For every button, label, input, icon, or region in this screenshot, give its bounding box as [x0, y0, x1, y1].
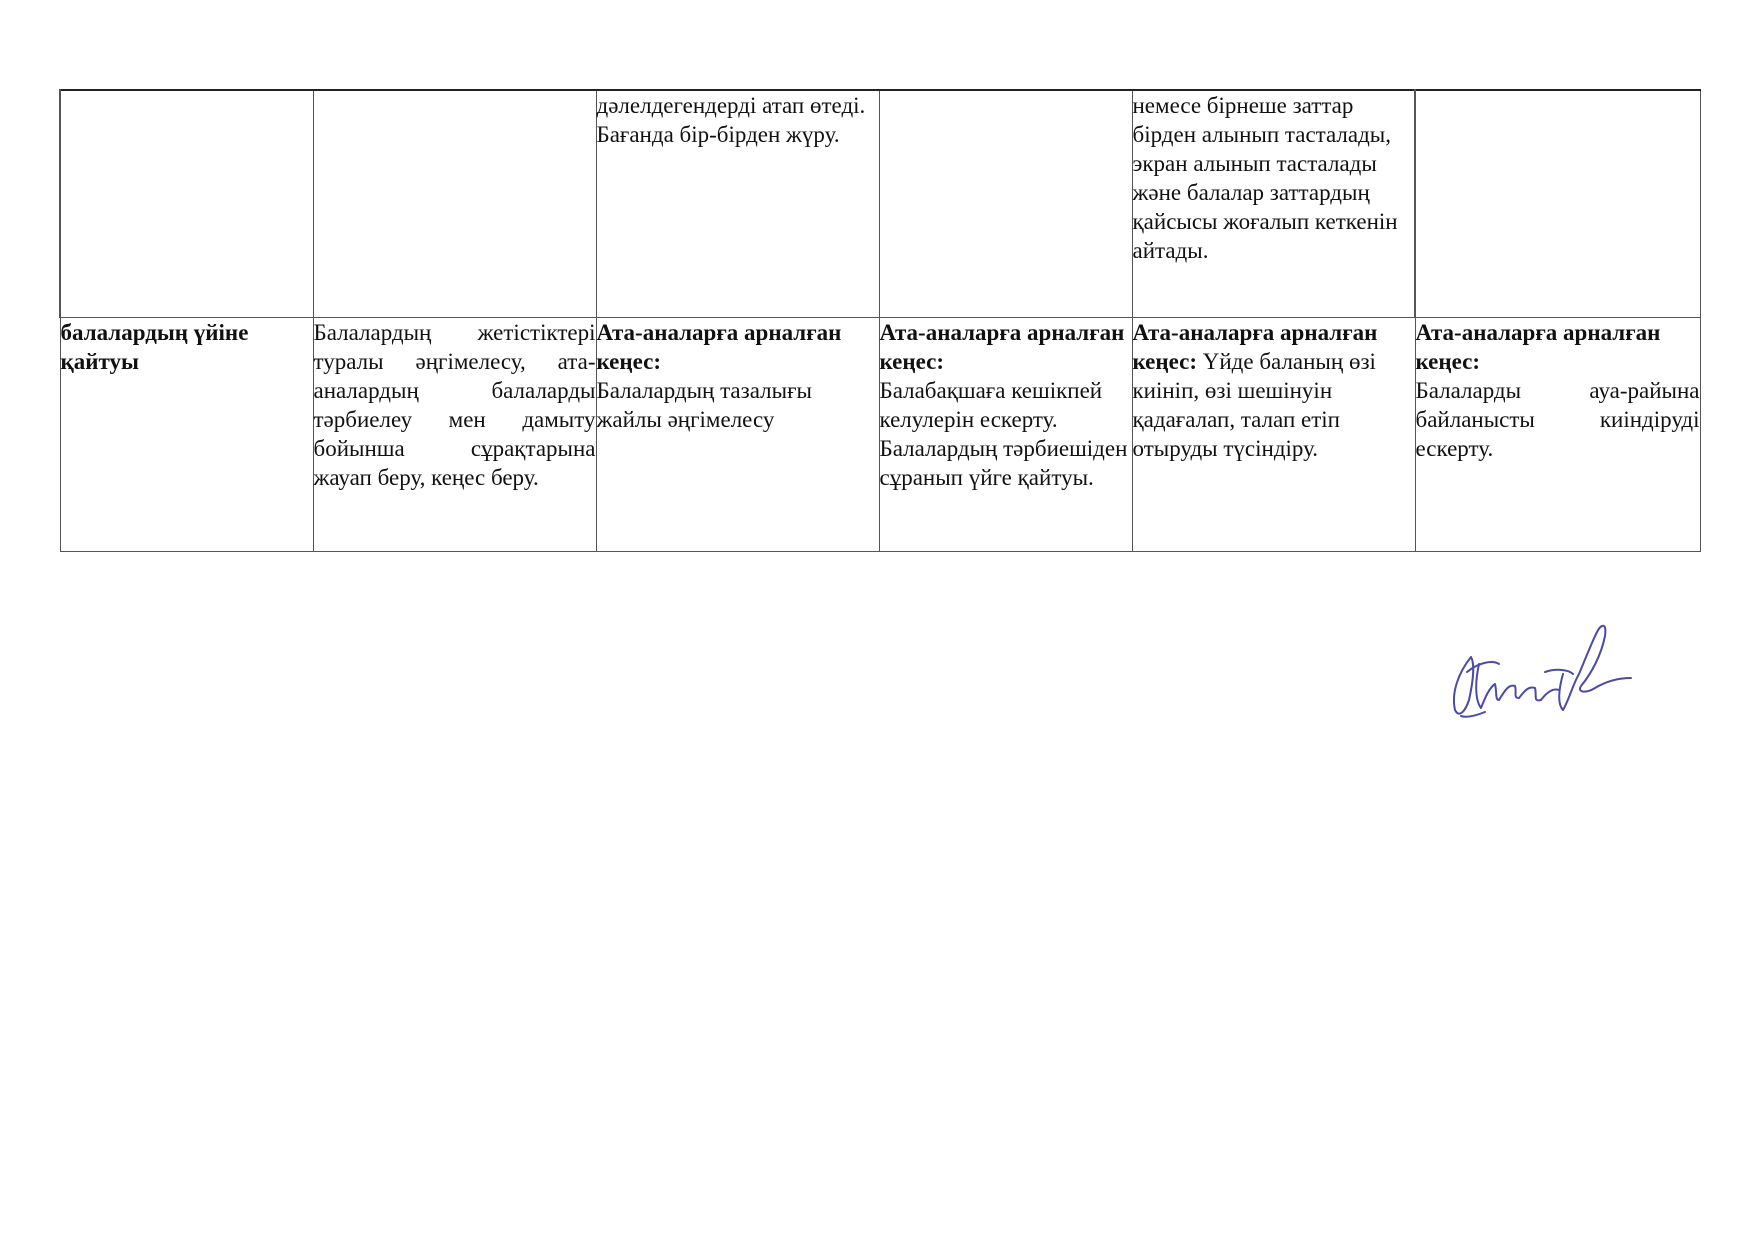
cell-text: Балалардың тазалығы жайлы әңгімелесу — [596, 378, 812, 432]
advice-block — [1133, 318, 1415, 463]
row-title: балалардың үйіне қайтуы — [60, 320, 249, 374]
advice-heading: Ата-аналарға арналған кеңес: — [596, 320, 842, 374]
table-cell — [596, 90, 879, 318]
schedule-table — [59, 89, 1701, 552]
table-cell — [60, 318, 313, 552]
table-row — [60, 90, 1700, 318]
handwritten-signature — [1445, 612, 1640, 732]
cell-text: Балаларды ауа-райына байланысты киіндіруді ескерту. — [1415, 378, 1700, 461]
cell-text: Балабақшаға кешікпей келулерін ескерту. Балалардың тәрбиешіден сұранып үйге қайтуы. — [879, 378, 1128, 490]
table-cell — [1415, 90, 1700, 318]
table-cell — [879, 90, 1132, 318]
table-cell — [1415, 318, 1700, 552]
table-cell — [60, 90, 313, 318]
table-cell — [1132, 90, 1415, 318]
cell-text: Үйде баланың өзі киініп, өзі шешінуін қадағалап, талап етіп отыруды түсіндіру. — [1132, 349, 1376, 461]
table-cell — [1132, 318, 1415, 552]
table-row — [60, 318, 1700, 552]
cell-text: немесе бірнеше заттар бірден алынып тасталады, экран алынып тасталады және балалар заттардың қайсысы жоғалып кеткенін айтады. — [1132, 93, 1398, 263]
table-cell — [596, 318, 879, 552]
cell-text: дәлелдегендерді атап өтеді. Бағанда бір-бірден жүру. — [596, 93, 866, 147]
advice-heading: Ата-аналарға арналған кеңес: — [879, 320, 1125, 374]
advice-heading: Ата-аналарға арналған кеңес: — [1415, 320, 1661, 374]
table-cell — [313, 318, 596, 552]
table-cell — [313, 90, 596, 318]
cell-text: Балалардың жетістіктері туралы әңгімелесу, ата-аналардың балаларды тәрбиелеу мен дамыту бойынша сұрақтарына жауап беру, кеңес беру. — [313, 320, 596, 490]
table-cell — [879, 318, 1132, 552]
advice-heading: Ата-аналарға арналған кеңес: — [1132, 320, 1378, 374]
